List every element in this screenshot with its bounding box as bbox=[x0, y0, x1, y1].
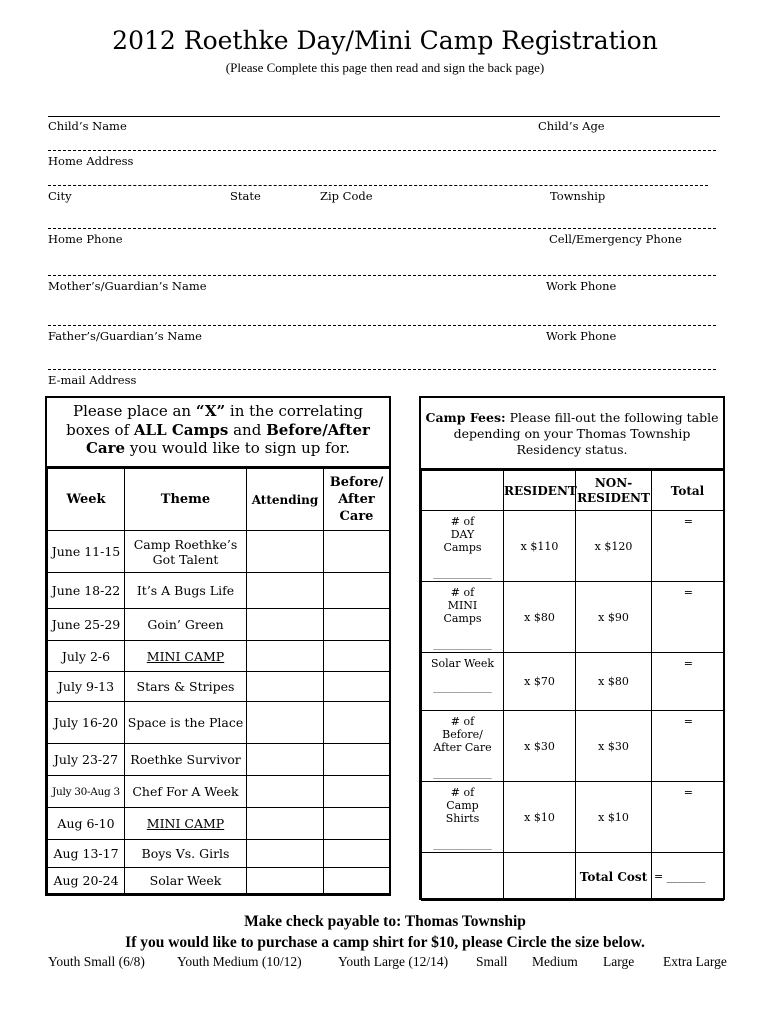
attending-checkbox[interactable] bbox=[247, 808, 324, 840]
camp-table-header bbox=[48, 469, 390, 531]
resident-price: x $110 bbox=[504, 511, 576, 582]
total-cost-label: Total Cost bbox=[576, 853, 652, 901]
attending-checkbox[interactable] bbox=[247, 868, 324, 894]
email-label: E-mail Address bbox=[48, 373, 137, 387]
before-after-checkbox[interactable] bbox=[324, 776, 390, 808]
week-cell: Aug 13-17 bbox=[48, 840, 125, 868]
total-cell[interactable] bbox=[652, 582, 724, 653]
table-row bbox=[422, 711, 724, 782]
fee-label-cell: # of Camp Shirts _____________ bbox=[422, 782, 504, 853]
childs-name-line[interactable] bbox=[48, 116, 720, 117]
before-after-header: Before/ After Care bbox=[324, 469, 390, 531]
non-resident-price: x $120 bbox=[576, 511, 652, 582]
equals-sign: = bbox=[683, 657, 693, 670]
size-option-youth-large[interactable]: Youth Large (12/14) bbox=[338, 954, 449, 969]
table-row bbox=[422, 653, 724, 711]
attending-checkbox[interactable] bbox=[247, 573, 324, 609]
week-cell: June 18-22 bbox=[48, 573, 125, 609]
table-row bbox=[48, 609, 390, 641]
attending-checkbox[interactable] bbox=[247, 702, 324, 744]
mother-name-label: Mother’s/Guardian’s Name bbox=[48, 279, 207, 293]
non-resident-price: x $80 bbox=[576, 653, 652, 711]
non-resident-header: NON-RESIDENT bbox=[576, 471, 652, 511]
theme-cell: MINI CAMP bbox=[125, 808, 247, 840]
attending-checkbox[interactable] bbox=[247, 609, 324, 641]
work-phone-label-2: Work Phone bbox=[546, 329, 617, 343]
father-name-label: Father’s/Guardian’s Name bbox=[48, 329, 202, 343]
before-after-checkbox[interactable] bbox=[324, 531, 390, 573]
before-after-checkbox[interactable] bbox=[324, 744, 390, 776]
fee-label-cell: # of Before/ After Care _____________ bbox=[422, 711, 504, 782]
size-option-medium[interactable]: Medium bbox=[532, 954, 578, 969]
table-row bbox=[48, 776, 390, 808]
before-after-checkbox[interactable] bbox=[324, 641, 390, 672]
theme-cell: Stars & Stripes bbox=[125, 672, 247, 702]
table-row bbox=[48, 868, 390, 894]
work-phone-label-1: Work Phone bbox=[546, 279, 617, 293]
home-phone-label: Home Phone bbox=[48, 232, 123, 246]
home-address-line[interactable] bbox=[48, 150, 716, 151]
before-after-checkbox[interactable] bbox=[324, 672, 390, 702]
size-option-youth-medium[interactable]: Youth Medium (10/12) bbox=[177, 954, 302, 969]
total-cost-field[interactable]: = _______ bbox=[652, 853, 724, 901]
home-phone-line[interactable] bbox=[48, 228, 716, 229]
resident-price: x $30 bbox=[504, 711, 576, 782]
theme-cell: MINI CAMP bbox=[125, 641, 247, 672]
week-cell: Aug 20-24 bbox=[48, 868, 125, 894]
before-after-checkbox[interactable] bbox=[324, 702, 390, 744]
fee-label-cell: # of MINI Camps _____________ bbox=[422, 582, 504, 653]
city-line[interactable] bbox=[48, 185, 708, 186]
camp-selection-box bbox=[45, 396, 391, 896]
total-cost-row bbox=[422, 853, 724, 901]
total-cell[interactable] bbox=[652, 711, 724, 782]
email-line[interactable] bbox=[48, 369, 716, 370]
equals-sign: = bbox=[683, 786, 693, 799]
table-row bbox=[422, 511, 724, 582]
theme-cell: Camp Roethke’s Got Talent bbox=[125, 531, 247, 573]
theme-cell: Goin’ Green bbox=[125, 609, 247, 641]
attending-checkbox[interactable] bbox=[247, 531, 324, 573]
size-option-small[interactable]: Small bbox=[476, 954, 508, 969]
state-label: State bbox=[230, 189, 261, 203]
resident-header: RESIDENT bbox=[504, 471, 576, 511]
township-label: Township bbox=[550, 189, 606, 203]
size-option-youth-small[interactable]: Youth Small (6/8) bbox=[48, 954, 145, 969]
attending-checkbox[interactable] bbox=[247, 672, 324, 702]
fees-intro: Camp Fees: Please fill-out the following table depending on your Thomas Township Residency status. bbox=[421, 398, 723, 470]
total-cell[interactable] bbox=[652, 511, 724, 582]
before-after-checkbox[interactable] bbox=[324, 609, 390, 641]
theme-cell: Roethke Survivor bbox=[125, 744, 247, 776]
table-row bbox=[48, 573, 390, 609]
non-resident-price: x $30 bbox=[576, 711, 652, 782]
size-option-extra-large[interactable]: Extra Large bbox=[663, 954, 727, 969]
theme-cell: Space is the Place bbox=[125, 702, 247, 744]
fee-label-cell: Solar Week _____________ bbox=[422, 653, 504, 711]
table-row bbox=[48, 531, 390, 573]
zip-code-label: Zip Code bbox=[320, 189, 373, 203]
week-cell: July 9-13 bbox=[48, 672, 125, 702]
blank-cell bbox=[504, 853, 576, 901]
fees-table bbox=[421, 470, 724, 901]
camp-weeks-table bbox=[47, 468, 390, 894]
theme-cell: Chef For A Week bbox=[125, 776, 247, 808]
table-row bbox=[48, 840, 390, 868]
fee-quantity-line[interactable]: _____________ bbox=[433, 683, 492, 693]
non-resident-price: x $90 bbox=[576, 582, 652, 653]
childs-name-label: Child’s Name bbox=[48, 119, 127, 133]
fee-quantity-line[interactable]: _____________ bbox=[433, 840, 492, 850]
resident-price: x $70 bbox=[504, 653, 576, 711]
total-header: Total bbox=[652, 471, 724, 511]
week-cell: Aug 6-10 bbox=[48, 808, 125, 840]
childs-age-label: Child’s Age bbox=[538, 119, 605, 133]
equals-sign: = bbox=[683, 715, 693, 728]
table-row bbox=[48, 808, 390, 840]
equals-sign: = bbox=[683, 515, 693, 528]
attending-checkbox[interactable] bbox=[247, 840, 324, 868]
theme-header: Theme bbox=[125, 469, 247, 531]
page-title: 2012 Roethke Day/Mini Camp Registration bbox=[112, 26, 658, 55]
week-cell: July 2-6 bbox=[48, 641, 125, 672]
total-cell[interactable] bbox=[652, 782, 724, 853]
blank-cell bbox=[422, 853, 504, 901]
fees-label-header bbox=[422, 471, 504, 511]
before-after-checkbox[interactable] bbox=[324, 808, 390, 840]
week-header: Week bbox=[48, 469, 125, 531]
fee-quantity-line[interactable]: _____________ bbox=[433, 640, 492, 650]
non-resident-price: x $10 bbox=[576, 782, 652, 853]
week-cell: June 11-15 bbox=[48, 531, 125, 573]
table-row bbox=[48, 702, 390, 744]
theme-cell: Solar Week bbox=[125, 868, 247, 894]
home-address-label: Home Address bbox=[48, 154, 134, 168]
table-row bbox=[48, 641, 390, 672]
total-cell[interactable] bbox=[652, 653, 724, 711]
equals-sign: = bbox=[683, 586, 693, 599]
table-row bbox=[422, 782, 724, 853]
city-label: City bbox=[48, 189, 72, 203]
attending-checkbox[interactable] bbox=[247, 776, 324, 808]
before-after-checkbox[interactable] bbox=[324, 840, 390, 868]
table-row bbox=[48, 744, 390, 776]
mother-name-line[interactable] bbox=[48, 275, 716, 276]
attending-header: Attending bbox=[247, 469, 324, 531]
fee-label-cell: # of DAY Camps _____________ bbox=[422, 511, 504, 582]
camp-instructions: Please place an “X” in the correlating boxes of ALL Camps and Before/After Care you would like to sign up for. bbox=[47, 398, 389, 468]
shirt-note: If you would like to purchase a camp shirt for $10, please Circle the size below. bbox=[125, 934, 645, 951]
attending-checkbox[interactable] bbox=[247, 744, 324, 776]
payable-note: Make check payable to: Thomas Township bbox=[244, 913, 526, 930]
father-name-line[interactable] bbox=[48, 325, 716, 326]
theme-cell: Boys Vs. Girls bbox=[125, 840, 247, 868]
cell-phone-label: Cell/Emergency Phone bbox=[549, 232, 682, 246]
before-after-checkbox[interactable] bbox=[324, 868, 390, 894]
before-after-checkbox[interactable] bbox=[324, 573, 390, 609]
theme-cell: It’s A Bugs Life bbox=[125, 573, 247, 609]
week-cell: June 25-29 bbox=[48, 609, 125, 641]
week-cell: July 30-Aug 3 bbox=[48, 776, 125, 808]
size-option-large[interactable]: Large bbox=[603, 954, 635, 969]
fee-quantity-line[interactable]: _____________ bbox=[433, 769, 492, 779]
page-subtitle: (Please Complete this page then read and sign the back page) bbox=[225, 60, 545, 75]
table-row bbox=[48, 672, 390, 702]
camp-fees-box bbox=[419, 396, 725, 900]
table-row bbox=[422, 582, 724, 653]
week-cell: July 16-20 bbox=[48, 702, 125, 744]
attending-checkbox[interactable] bbox=[247, 641, 324, 672]
resident-price: x $80 bbox=[504, 582, 576, 653]
fee-quantity-line[interactable]: _____________ bbox=[433, 569, 492, 579]
fees-header-row bbox=[422, 471, 724, 511]
week-cell: July 23-27 bbox=[48, 744, 125, 776]
resident-price: x $10 bbox=[504, 782, 576, 853]
